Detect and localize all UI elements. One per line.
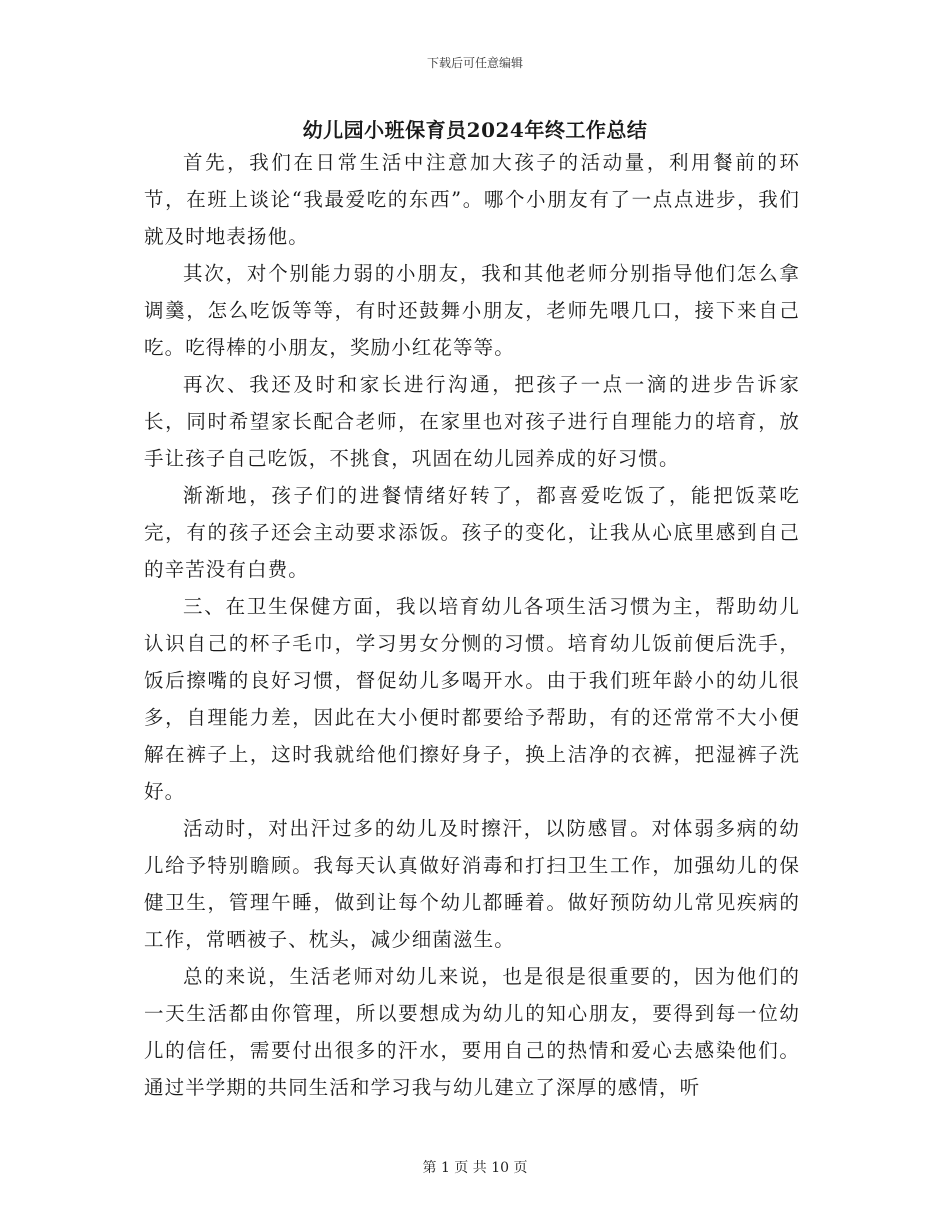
page-footer: 第 1 页 共 10 页 [422, 1160, 528, 1176]
paragraph: 总的来说，生活老师对幼儿来说，也是很是很重要的，因为他们的一天生活都由你管理，所以要想成为幼儿的知心朋友，要得到每一位幼儿的信任，需要付出很多的汗水，要用自己的热情和爱心去感染他们。通过半学期的共同生活和学习我与幼儿建立了深厚的感情，听 [144, 965, 800, 1099]
paragraph: 活动时，对出汗过多的幼儿及时擦汗，以防感冒。对体弱多病的幼儿给予特别瞻顾。我每天认真做好消毒和打扫卫生工作，加强幼儿的保健卫生，管理午睡，做到让每个幼儿都睡着。做好预防幼儿常见疾病的工作，常晒被子、枕头，减少细菌滋生。 [144, 817, 800, 951]
page-header: 下载后可任意编辑 [426, 56, 523, 70]
paragraph: 其次，对个别能力弱的小朋友，我和其他老师分别指导他们怎么拿调羹，怎么吃饭等等，有时还鼓舞小朋友，老师先喂几口，接下来自己吃。吃得棒的小朋友，奖励小红花等等。 [144, 262, 800, 359]
document-title: 幼儿园小班保育员2024年终工作总结 [302, 118, 648, 142]
paragraph: 渐渐地，孩子们的进餐情绪好转了，都喜爱吃饭了，能把饭菜吃完，有的孩子还会主动要求添饭。孩子的变化，让我从心底里感到自己的辛苦没有白费。 [144, 484, 800, 581]
paragraph: 三、在卫生保健方面，我以培育幼儿各项生活习惯为主，帮助幼儿认识自己的杯子毛巾，学习男女分恻的习惯。培育幼儿饭前便后洗手，饭后擦嘴的良好习惯，督促幼儿多喝开水。由于我们班年龄小的幼儿很多，自理能力差，因此在大小便时都要给予帮助，有的还常常不大小便解在裤子上，这时我就给他们擦好身子，换上洁净的衣裤，把湿裤子洗好。 [144, 595, 800, 803]
document-body [144, 144, 800, 1106]
paragraph: 首先，我们在日常生活中注意加大孩子的活动量，利用餐前的环节，在班上谈论“我最爱吃的东西”。哪个小朋友有了一点点进步，我们就及时地表扬他。 [144, 151, 800, 248]
paragraph: 再次、我还及时和家长进行沟通，把孩子一点一滴的进步告诉家长，同时希望家长配合老师，在家里也对孩子进行自理能力的培育，放手让孩子自己吃饭，不挑食，巩固在幼儿园养成的好习惯。 [144, 373, 800, 470]
